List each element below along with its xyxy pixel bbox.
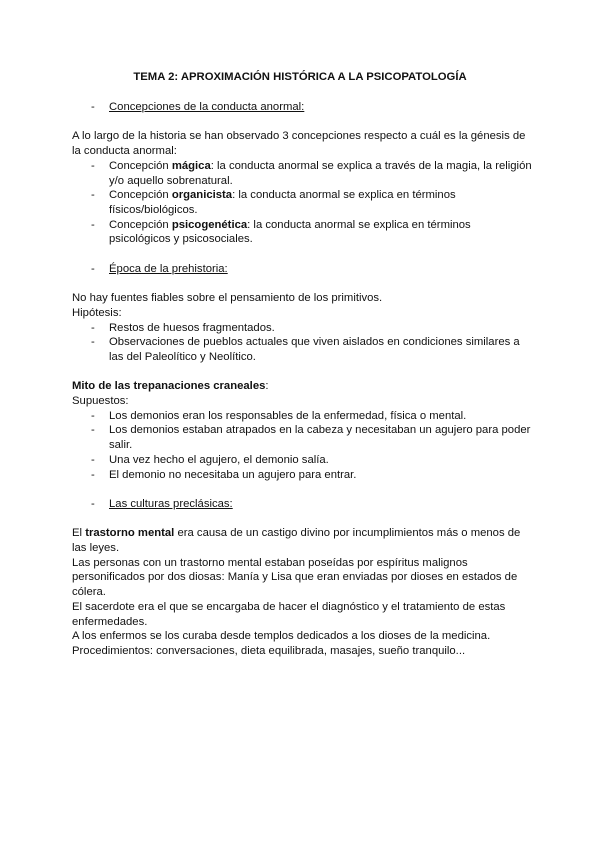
list-item: - Los demonios estaban atrapados en la cabeza y necesitaban un agujero para poder salir.: [72, 423, 532, 452]
section-heading-list: [72, 497, 532, 512]
document-body: [72, 100, 532, 659]
list-item: - Los demonios eran los responsables de la enfermedad, física o mental.: [72, 409, 532, 424]
section-heading-text: Época de la prehistoria:: [109, 262, 228, 275]
section-heading-trepanaciones: Mito de las trepanaciones craneales:: [72, 380, 269, 393]
section-heading-prehistoria: [72, 262, 532, 277]
paragraph-intro: A lo largo de la historia se han observado 3 concepciones respecto a cuál es la génesis de la conducta anormal:: [72, 130, 526, 158]
section-heading-list: [72, 262, 532, 277]
paragraph: El trastorno mental era causa de un castigo divino por incumplimientos más o menos de las leyes.: [72, 527, 521, 554]
section-heading-preclasicas: [72, 497, 532, 512]
list-item: - Concepción mágica: la conducta anormal se explica a través de la magia, la religión y/o aquello sobrenatural.: [72, 159, 532, 188]
paragraph: No hay fuentes fiables sobre el pensamiento de los primitivos.: [72, 292, 383, 305]
paragraph: Procedimientos: conversaciones, dieta equilibrada, masajes, sueño tranquilo...: [72, 644, 466, 657]
list-item: - Concepción organicista: la conducta anormal se explica en términos físicos/biológicos.: [72, 188, 532, 217]
supuestos-list: [72, 409, 532, 483]
section-heading-text: Concepciones de la conducta anormal:: [109, 101, 305, 113]
list-item: - Observaciones de pueblos actuales que viven aislados en condiciones similares a las del Paleolítico y Neolítico.: [72, 335, 532, 364]
section-heading-text: Las culturas preclásicas:: [109, 497, 233, 510]
section-heading-list: [72, 100, 532, 115]
list-item: - Una vez hecho el agujero, el demonio salía.: [72, 453, 532, 468]
paragraph: El sacerdote era el que se encargaba de hacer el diagnóstico y el tratamiento de estas enfermedades.: [72, 600, 506, 628]
list-item: - Restos de huesos fragmentados.: [72, 321, 532, 336]
list-item: - Concepción psicogenética: la conducta anormal se explica en términos psicológicos y psicosociales.: [72, 218, 532, 247]
paragraph: A los enfermos se los curaba desde templos dedicados a los dioses de la medicina.: [72, 630, 491, 643]
paragraph: Hipótesis:: [72, 306, 122, 319]
page-title: TEMA 2: APROXIMACIÓN HISTÓRICA A LA PSICOPATOLOGÍA: [133, 71, 467, 83]
concepciones-list: [72, 159, 532, 247]
hipotesis-list: [72, 321, 532, 365]
paragraph: Las personas con un trastorno mental estaban poseídas por espíritus malignos personificados por dos diosas: Manía y Lisa que eran enviadas por dioses en estados de cólera.: [72, 556, 518, 599]
list-item: - El demonio no necesitaba un agujero para entrar.: [72, 468, 532, 483]
paragraph: Supuestos:: [72, 395, 129, 407]
section-heading-concepciones: [72, 100, 532, 115]
